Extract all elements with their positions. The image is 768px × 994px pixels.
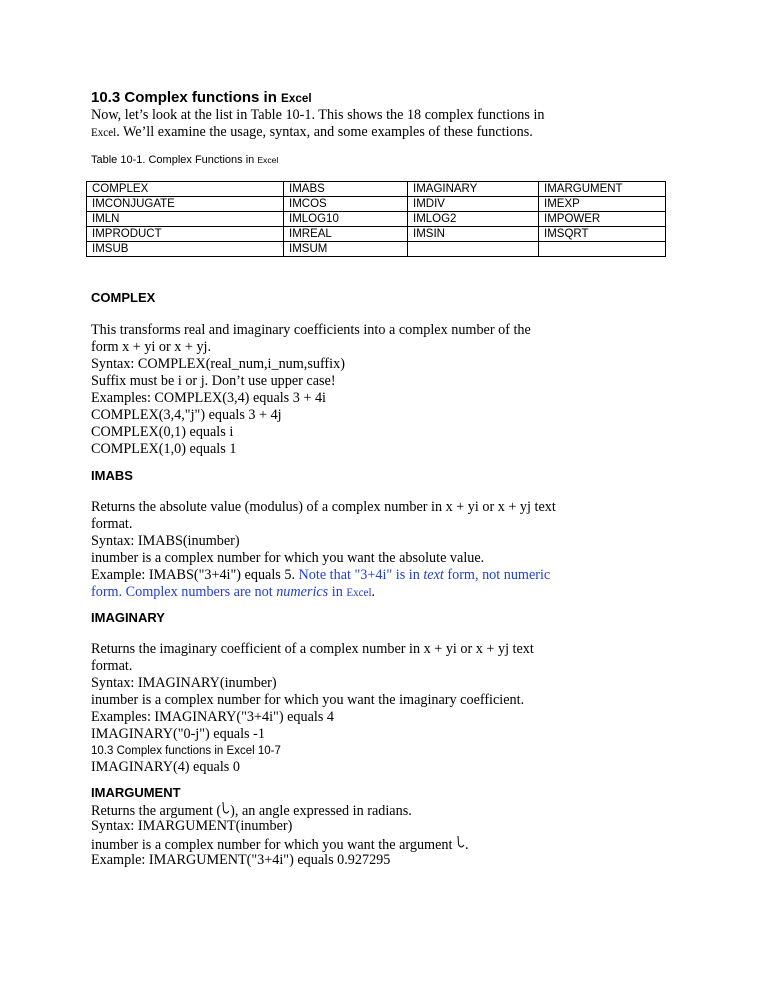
imabs-line: Syntax: IMABS(inumber) (91, 533, 240, 549)
imabs-line: inumber is a complex number for which you want the absolute value. (91, 550, 485, 566)
table-cell: IMSUB (87, 242, 284, 257)
imaginary-line: IMAGINARY("0-j") equals -1 (91, 726, 265, 742)
imargument-line: Syntax: IMARGUMENT(inumber) (91, 818, 293, 834)
table-cell (408, 242, 539, 257)
imaginary-line: Returns the imaginary coefficient of a complex number in x + yi or x + yj text (91, 641, 534, 657)
table-cell: IMSIN (408, 227, 539, 242)
imaginary-line: format. (91, 658, 133, 674)
table-cell: IMCONJUGATE (87, 197, 284, 212)
table-cell: IMSQRT (539, 227, 666, 242)
table-cell (539, 242, 666, 257)
imargument-heading: IMARGUMENT (91, 785, 181, 800)
complex-heading: COMPLEX (91, 290, 156, 305)
section-title: 10.3 Complex functions in Excel (91, 89, 312, 106)
complex-line: Suffix must be i or j. Don’t use upper case! (91, 373, 336, 389)
imaginary-line: IMAGINARY(4) equals 0 (91, 759, 240, 775)
imargument-line: Returns the argument ( ), an angle expressed in radians. (91, 803, 412, 819)
table-cell: IMDIV (408, 197, 539, 212)
complex-functions-table (86, 181, 666, 257)
complex-line: This transforms real and imaginary coefficients into a complex number of the (91, 322, 531, 338)
table-cell: IMLOG10 (284, 212, 408, 227)
table-cell: IMABS (284, 182, 408, 197)
imabs-note: Note that "3+4i" is in text form, not numeric (298, 567, 551, 583)
imaginary-line: Examples: IMAGINARY("3+4i") equals 4 (91, 709, 335, 725)
table-cell: IMREAL (284, 227, 408, 242)
imabs-heading: IMABS (91, 468, 133, 483)
imabs-note-line-2: form. Complex numbers are not numerics in Excel. (91, 584, 376, 600)
complex-line: form x + yi or x + yj. (91, 339, 212, 355)
imaginary-heading: IMAGINARY (91, 610, 165, 625)
table-cell: IMPRODUCT (87, 227, 284, 242)
imargument-line: inumber is a complex number for which you want the argument . (91, 837, 469, 853)
table-caption: Table 10-1. Complex Functions in Excel (91, 154, 279, 166)
table-row (87, 242, 666, 257)
table-cell: IMSUM (284, 242, 408, 257)
running-head: 10.3 Complex functions in Excel 10-7 (91, 745, 281, 757)
imabs-example-line: Example: IMABS("3+4i") equals 5. Note that "3+4i" is in text form, not numeric (91, 567, 551, 583)
intro-line-2: Excel. We’ll examine the usage, syntax, and some examples of these functions. (91, 124, 533, 140)
table-row (87, 227, 666, 242)
imargument-line: Example: IMARGUMENT("3+4i") equals 0.927295 (91, 852, 391, 868)
table-cell: IMARGUMENT (539, 182, 666, 197)
imabs-line: Returns the absolute value (modulus) of a complex number in x + yi or x + yj text (91, 499, 556, 515)
complex-line: COMPLEX(1,0) equals 1 (91, 441, 237, 457)
table-row (87, 212, 666, 227)
intro-line-1: Now, let’s look at the list in Table 10-1. This shows the 18 complex functions in (91, 107, 545, 123)
complex-line: COMPLEX(3,4,"j") equals 3 + 4j (91, 407, 282, 423)
complex-line: COMPLEX(0,1) equals i (91, 424, 234, 440)
imaginary-line: Syntax: IMAGINARY(inumber) (91, 675, 277, 691)
table-cell: COMPLEX (87, 182, 284, 197)
table-cell: IMPOWER (539, 212, 666, 227)
imabs-line: format. (91, 516, 133, 532)
complex-line: Syntax: COMPLEX(real_num,i_num,suffix) (91, 356, 345, 372)
theta-glyph-icon (456, 835, 465, 854)
table-cell: IMLN (87, 212, 284, 227)
table-row (87, 197, 666, 212)
imaginary-line: inumber is a complex number for which you want the imaginary coefficient. (91, 692, 525, 708)
table-cell: IMAGINARY (408, 182, 539, 197)
table-cell: IMEXP (539, 197, 666, 212)
complex-line: Examples: COMPLEX(3,4) equals 3 + 4i (91, 390, 326, 406)
table-cell: IMLOG2 (408, 212, 539, 227)
table-cell: IMCOS (284, 197, 408, 212)
table-row (87, 182, 666, 197)
